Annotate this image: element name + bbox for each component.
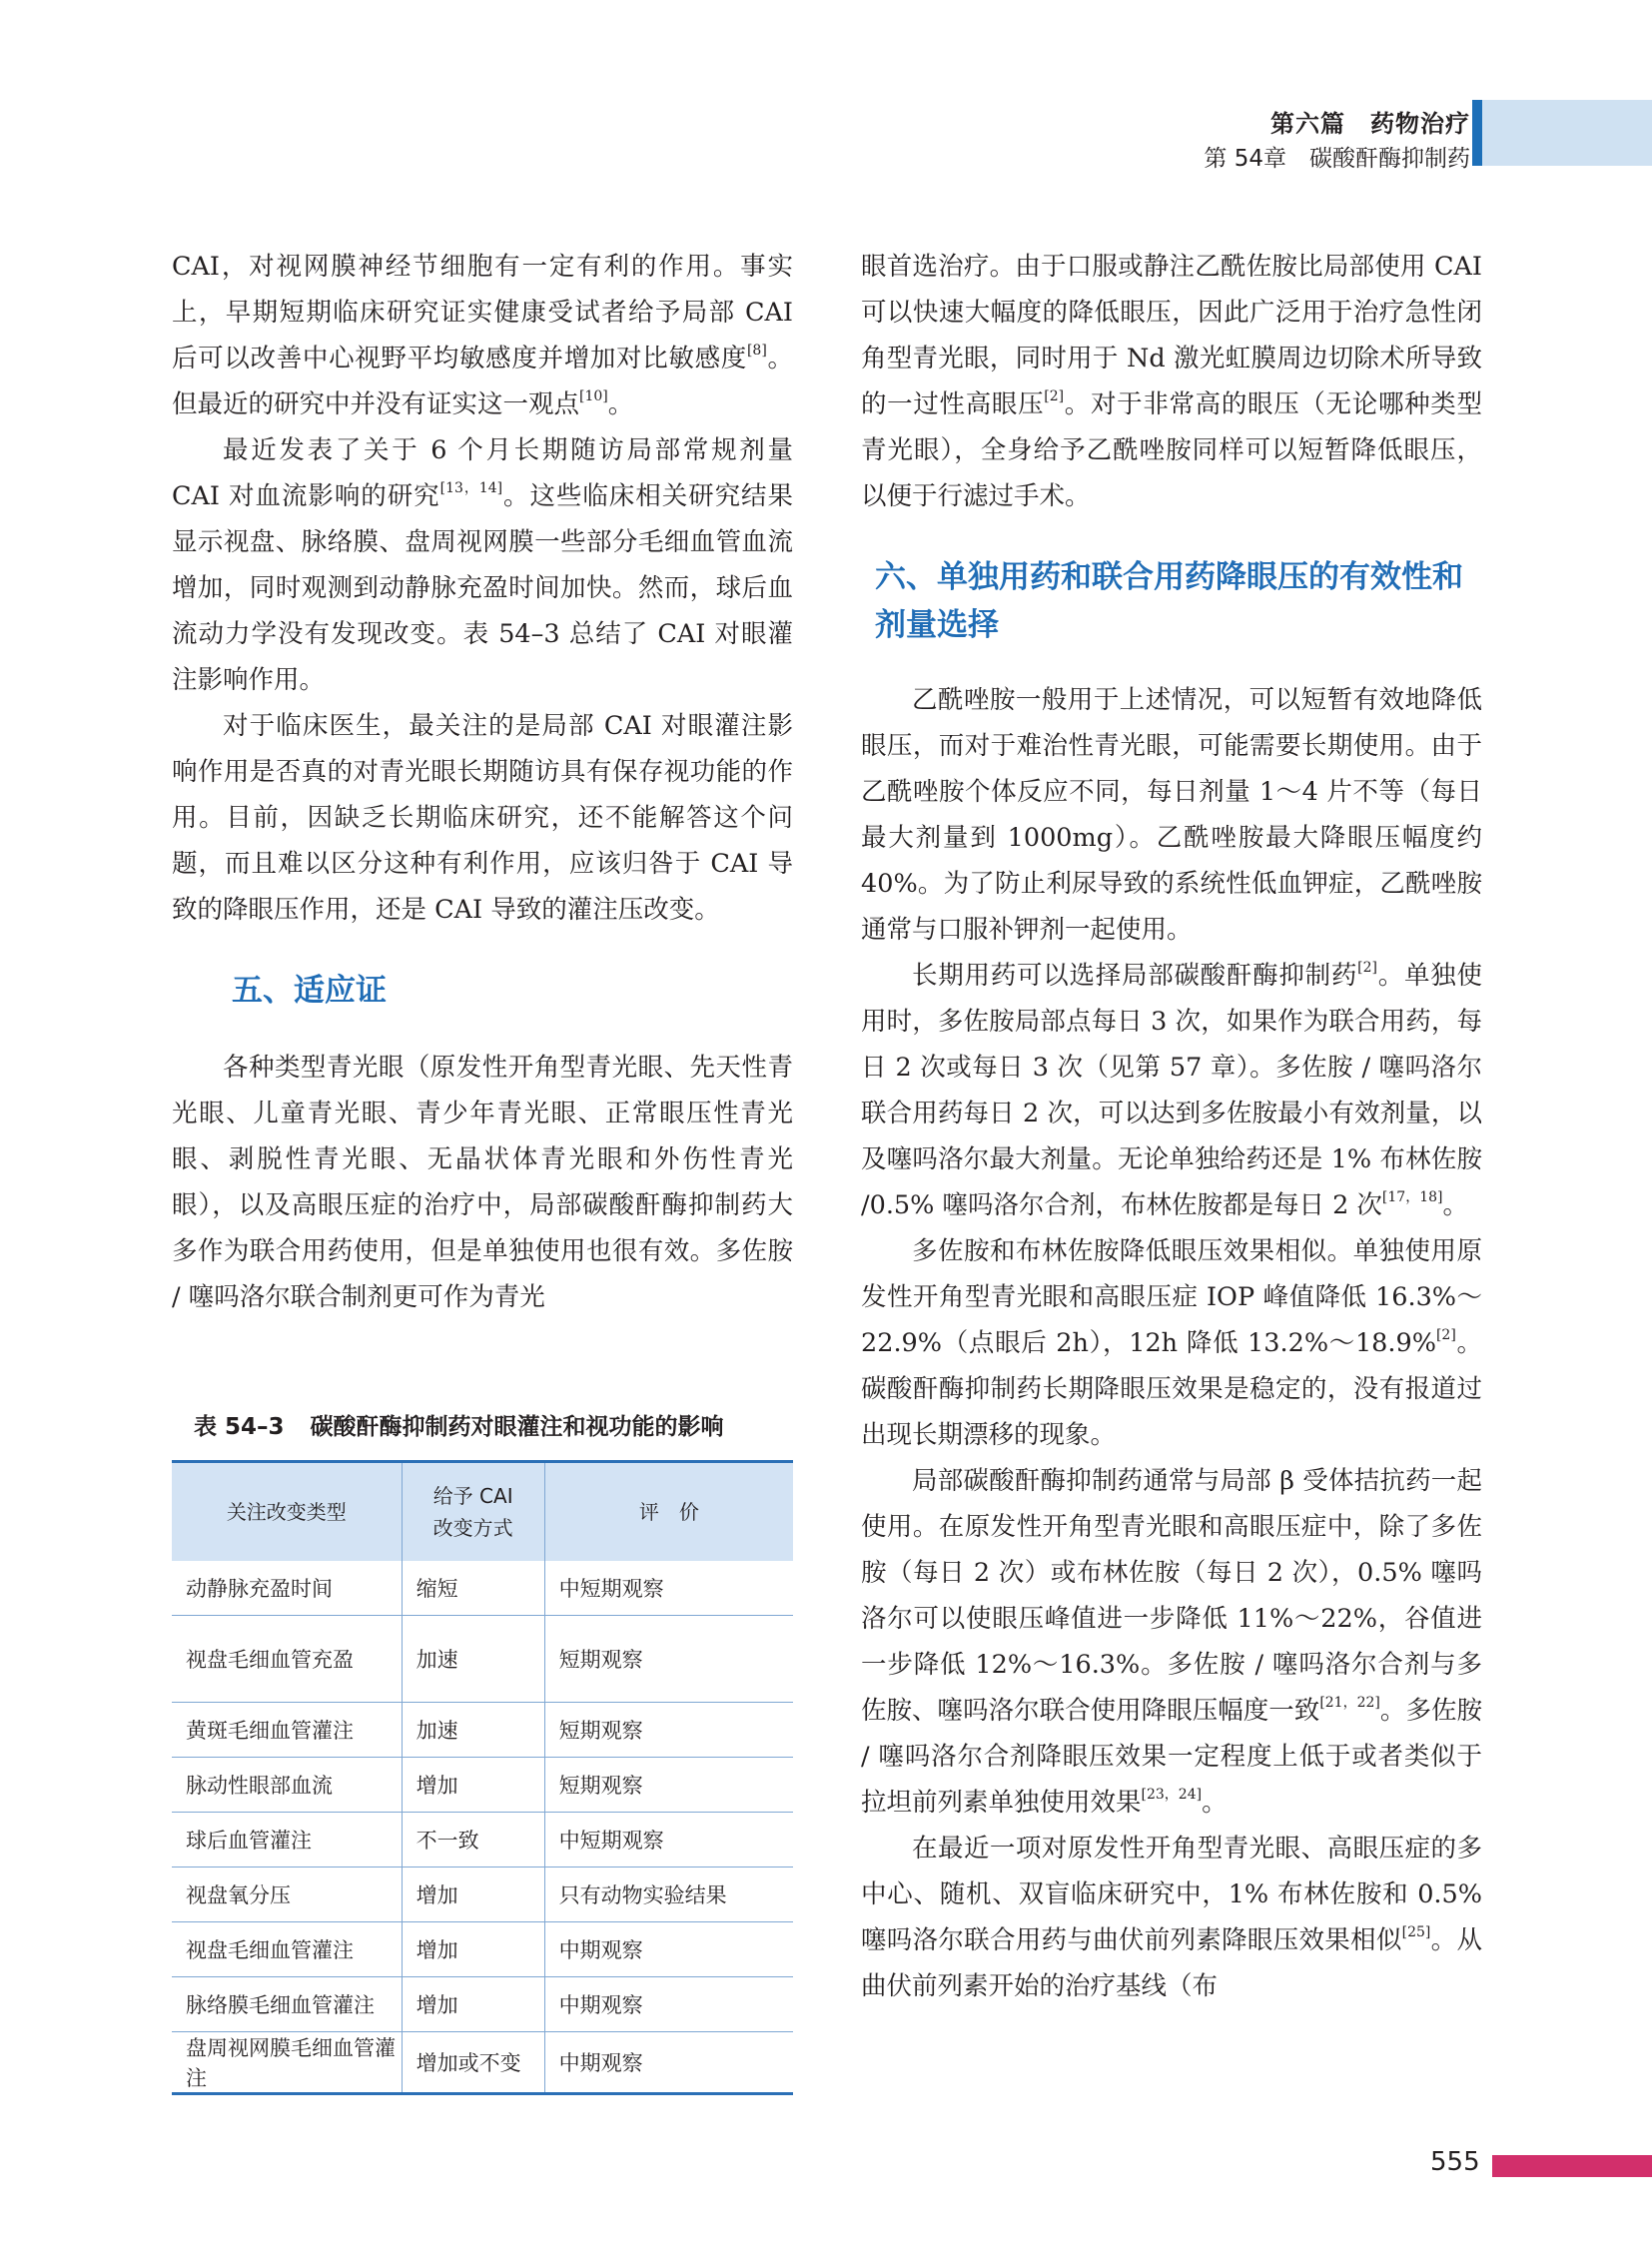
- header-accent-bar: [1472, 100, 1482, 166]
- paragraph: 局部碳酸酐酶抑制药通常与局部 β 受体拮抗药一起使用。在原发性开角型青光眼和高眼压症中，除了多佐胺（每日 2 次）或布林佐胺（每日 2 次），0.5% 噻吗洛尔可以使眼压峰值进一步降低 11%～22%，谷值进一步降低 12%～16.3%。多佐胺 / 噻吗洛尔合剂与多佐胺、噻吗洛尔联合使用降眼压幅度一致[21，22]。多佐胺 / 噻吗洛尔合剂降眼压效果一定程度上低于或者类似于拉坦前列素单独使用效果[23，24]。: [861, 1466, 1482, 1818]
- column-header: 关注改变类型: [172, 1462, 402, 1562]
- section-heading-efficacy-dosage: 六、单独用药和联合用药降眼压的有效性和剂量选择: [875, 559, 1463, 643]
- part-title: 第六篇 药物治疗: [1270, 110, 1470, 138]
- paragraph: 眼首选治疗。由于口服或静注乙酰佐胺比局部使用 CAI 可以快速大幅度的降低眼压，因此广泛用于治疗急性闭角型青光眼，同时用于 Nd 激光虹膜周边切除术所导致的一过性高眼压[2]。对于非常高的眼压（无论哪种类型青光眼），全身给予乙酰唑胺同样可以短暂降低眼压，以便于行滤过手术。: [861, 252, 1482, 511]
- table-cell: 增加: [402, 1868, 544, 1922]
- paragraph: 对于临床医生，最关注的是局部 CAI 对眼灌注影响作用是否真的对青光眼长期随访具有保存视功能的作用。目前，因缺乏长期临床研究，还不能解答这个问题，而且难以区分这种有利作用，应该归咎于 CAI 导致的降眼压作用，还是 CAI 导致的灌注压改变。: [172, 711, 793, 925]
- page-number: 555: [1430, 2147, 1480, 2177]
- column-header: 评 价: [544, 1462, 793, 1562]
- table-cell: 视盘毛细血管灌注: [172, 1922, 402, 1977]
- table-cell: 动静脉充盈时间: [172, 1561, 402, 1616]
- table-row: [172, 1922, 793, 1977]
- table-cell: 加速: [402, 1616, 544, 1703]
- header-tab-block: [1482, 100, 1652, 166]
- table-cell: 盘周视网膜毛细血管灌注: [172, 2032, 402, 2094]
- footer-accent-bar: [1492, 2155, 1652, 2177]
- table-row: [172, 1561, 793, 1616]
- table-cell: 中期观察: [544, 2032, 793, 2094]
- table-cell: 中短期观察: [558, 1577, 664, 1601]
- paragraph: 多佐胺和布林佐胺降低眼压效果相似。单独使用原发性开角型青光眼和高眼压症 IOP 峰值降低 16.3%～22.9%（点眼后 2h），12h 降低 13.2%～18.9%[2]。碳酸酐酶抑制药长期降眼压效果是稳定的，没有报道过出现长期漂移的现象。: [861, 1236, 1482, 1450]
- column-header: 给予 CAI 改变方式: [402, 1462, 544, 1562]
- table-cell: 视盘毛细血管充盈: [172, 1616, 402, 1703]
- table-cell: 短期观察: [544, 1616, 793, 1703]
- table-cell: 黄斑毛细血管灌注: [172, 1703, 402, 1758]
- table-cell: 增加: [402, 1922, 544, 1977]
- table-row: [172, 1758, 793, 1813]
- table-cell: 增加或不变: [402, 2032, 544, 2094]
- paragraph: 乙酰唑胺一般用于上述情况，可以短暂有效地降低眼压，而对于难治性青光眼，可能需要长期使用。由于乙酰唑胺个体反应不同，每日剂量 1～4 片不等（每日最大剂量到 1000mg）。乙酰唑胺最大降眼压幅度约 40%。为了防止利尿导致的系统性低血钾症，乙酰唑胺通常与口服补钾剂一起使用。: [861, 685, 1482, 945]
- paragraph: CAI，对视网膜神经节细胞有一定有利的作用。事实上，早期短期临床研究证实健康受试者给予局部 CAI 后可以改善中心视野平均敏感度并增加对比敏感度[8]。但最近的研究中并没有证实这一观点[10]。: [172, 252, 793, 419]
- table-row: [172, 2032, 793, 2094]
- table-cell: 增加: [402, 1758, 544, 1813]
- table-row: [172, 1703, 793, 1758]
- paragraph: 各种类型青光眼（原发性开角型青光眼、先天性青光眼、儿童青光眼、青少年青光眼、正常眼压性青光眼、剥脱性青光眼、无晶状体青光眼和外伤性青光眼），以及高眼压症的治疗中，局部碳酸酐酶抑制药大多作为联合用药使用，但是单独使用也很有效。多佐胺 / 噻吗洛尔联合制剂更可作为青光: [172, 1053, 793, 1312]
- table-row: [172, 1616, 793, 1703]
- table-header-row: [172, 1462, 793, 1562]
- table-cell: 增加: [402, 1977, 544, 2032]
- table-cell: 中期观察: [544, 1922, 793, 1977]
- left-column: [172, 244, 793, 1320]
- table-cell: 只有动物实验结果: [544, 1868, 793, 1922]
- section-heading-indications: 五、适应证: [232, 973, 387, 1009]
- table-row: [172, 1813, 793, 1868]
- table-row: [172, 1977, 793, 2032]
- paragraph: 最近发表了关于 6 个月长期随访局部常规剂量 CAI 对血流影响的研究[13，14]。这些临床相关研究结果显示视盘、脉络膜、盘周视网膜一些部分毛细血管血流增加，同时观测到动静脉充盈时间加快。然而，球后血流动力学没有发现改变。表 54–3 总结了 CAI 对眼灌注影响作用。: [172, 435, 793, 695]
- table-cell: 脉络膜毛细血管灌注: [172, 1977, 402, 2032]
- chapter-title: 第 54章 碳酸酐酶抑制药: [1204, 146, 1470, 172]
- table-cell: 中短期观察: [544, 1813, 793, 1868]
- table-cell: 中期观察: [544, 1977, 793, 2032]
- table-cell: 短期观察: [544, 1758, 793, 1813]
- cai-effects-table: [172, 1460, 793, 2095]
- table-cell: 短期观察: [544, 1703, 793, 1758]
- table-cell: 缩短: [402, 1561, 544, 1616]
- table-cell: 脉动性眼部血流: [172, 1758, 402, 1813]
- table-cell: 视盘氧分压: [172, 1868, 402, 1922]
- table-cell: 不一致: [402, 1813, 544, 1868]
- table-cell: 球后血管灌注: [172, 1813, 402, 1868]
- paragraph: 在最近一项对原发性开角型青光眼、高眼压症的多中心、随机、双盲临床研究中，1% 布林佐胺和 0.5% 噻吗洛尔联合用药与曲伏前列素降眼压效果相似[25]。从曲伏前列素开始的治疗基线（布: [861, 1834, 1482, 2001]
- paragraph: 长期用药可以选择局部碳酸酐酶抑制药[2]。单独使用时，多佐胺局部点每日 3 次，如果作为联合用药，每日 2 次或每日 3 次（见第 57 章）。多佐胺 / 噻吗洛尔联合用药每日 2 次，可以达到多佐胺最小有效剂量，以及噻吗洛尔最大剂量。无论单独给药还是 1% 布林佐胺 /0.5% 噻吗洛尔合剂，布林佐胺都是每日 2 次[17，18]。: [861, 960, 1482, 1220]
- table-cell: 加速: [402, 1703, 544, 1758]
- right-column: [861, 244, 1482, 2009]
- table-row: [172, 1868, 793, 1922]
- table-caption: 表 54–3 碳酸酐酶抑制药对眼灌注和视功能的影响: [194, 1414, 724, 1440]
